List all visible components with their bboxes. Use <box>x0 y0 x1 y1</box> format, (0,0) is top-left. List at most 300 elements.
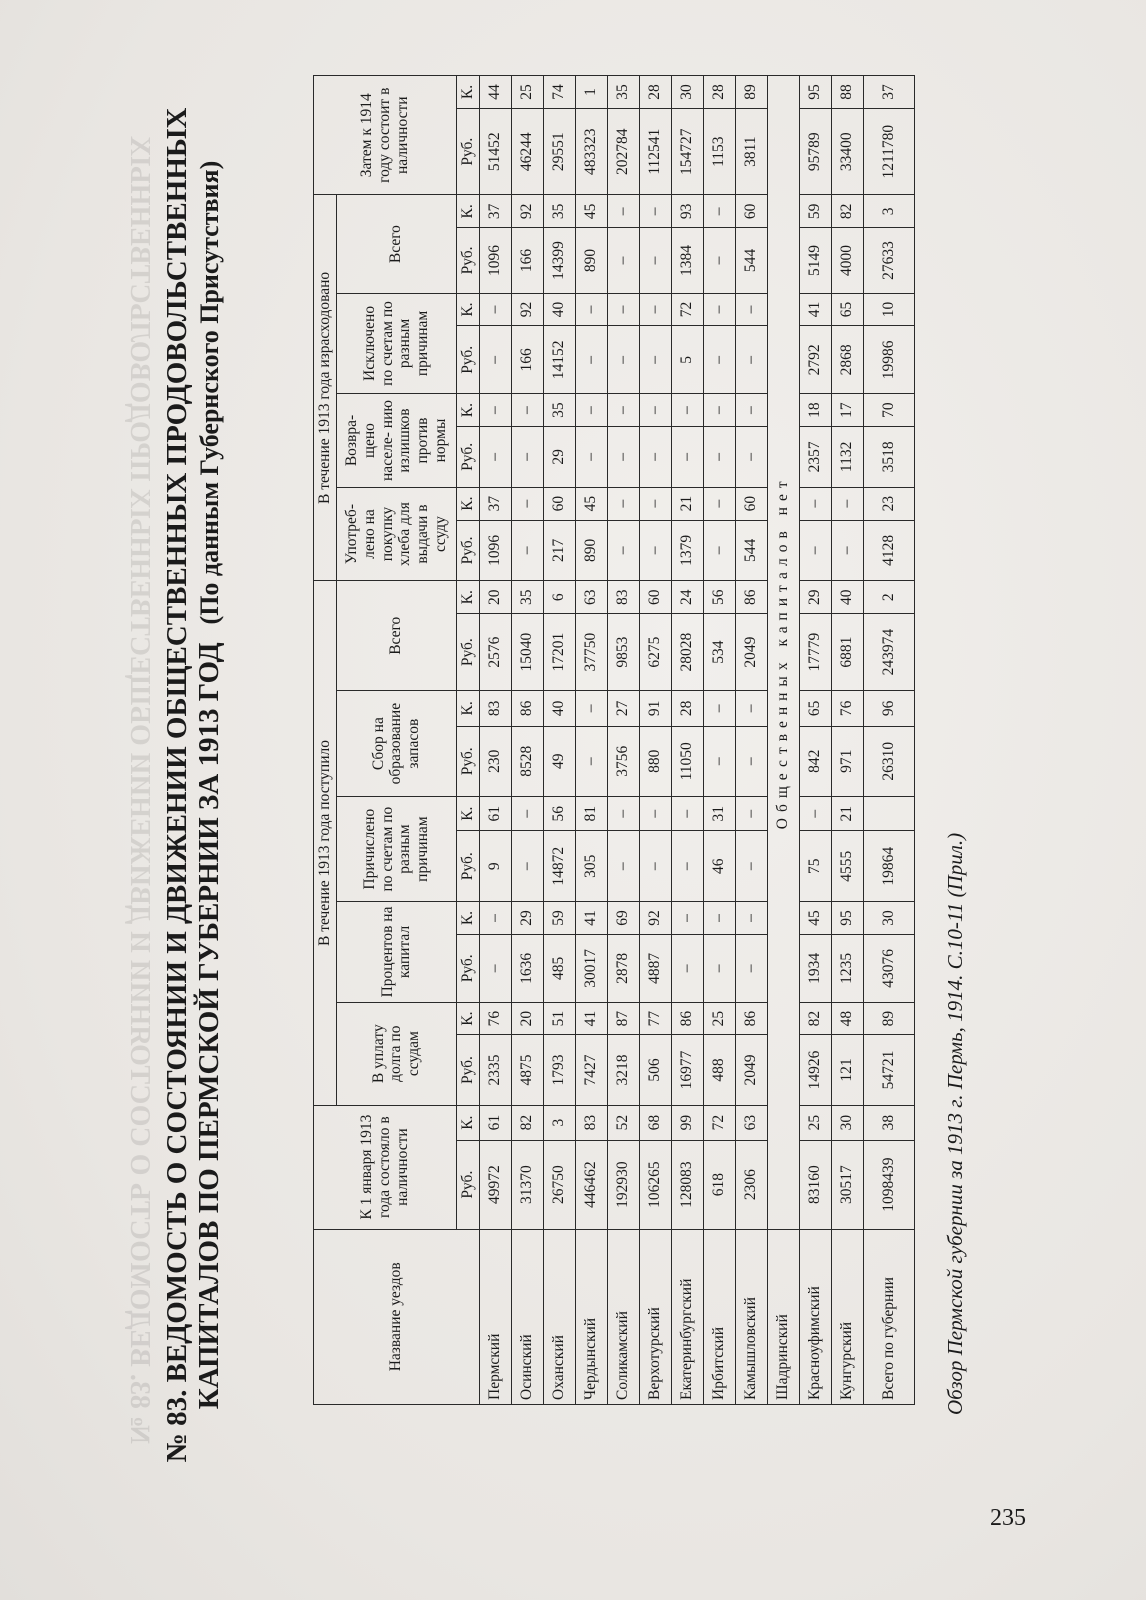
cell-rub: 2049 <box>735 614 767 691</box>
cell-rub: – <box>607 426 639 487</box>
cell-kop: 86 <box>671 1002 703 1035</box>
cell-rub: 9 <box>479 831 511 902</box>
cell-rub: 14872 <box>543 831 575 902</box>
cell-rub: 33400 <box>831 108 863 195</box>
table-row <box>575 76 607 1405</box>
cell-rub: 14926 <box>799 1035 831 1105</box>
district-name: Всего по губернии <box>863 1229 914 1404</box>
cell-kop: – <box>607 394 639 427</box>
cell-kop: 40 <box>831 581 863 614</box>
cell-rub: 49972 <box>479 1140 511 1229</box>
cell-kop: – <box>575 394 607 427</box>
district-name: Шадринский <box>767 1229 799 1404</box>
cell-kop: 20 <box>511 1002 543 1035</box>
header-end: Затем к 1914 году состоит в наличности <box>314 76 457 195</box>
cell-kop: 29 <box>799 581 831 614</box>
cell-kop: 61 <box>479 797 511 831</box>
cell-rub: 8528 <box>511 726 543 797</box>
cell-kop: 45 <box>799 902 831 935</box>
cell-kop: – <box>703 902 735 935</box>
cell-kop: – <box>639 394 671 427</box>
cell-kop: 86 <box>735 1002 767 1035</box>
cell-rub: 43076 <box>863 934 914 1002</box>
header-collect: Сбор на образование запасов <box>336 691 456 797</box>
cell-kop: 37 <box>479 195 511 228</box>
cell-rub: – <box>703 326 735 394</box>
cell-rub: 14152 <box>543 326 575 394</box>
cell-kop: 21 <box>671 487 703 520</box>
cell-rub: – <box>735 934 767 1002</box>
cell-kop: 96 <box>863 691 914 726</box>
header-total-in: Всего <box>336 581 456 691</box>
cell-kop: – <box>703 195 735 228</box>
title-line-2: КАПИТАЛОВ ПО ПЕРМСКОЙ ГУБЕРНИИ ЗА 1913 ГОД <box>193 642 226 1410</box>
cell-rub: 30017 <box>575 934 607 1002</box>
cell-kop: 77 <box>639 1002 671 1035</box>
cell-rub: 121 <box>831 1035 863 1105</box>
cell-kop: 92 <box>511 293 543 326</box>
cell-kop: 38 <box>863 1105 914 1140</box>
cell-kop: 41 <box>575 902 607 935</box>
cell-rub: 544 <box>735 520 767 581</box>
header-repay: В уплату долга по ссудам <box>336 1002 456 1105</box>
cell-kop: 30 <box>831 1105 863 1140</box>
rotated-sheet <box>73 45 1073 1535</box>
unit-rub: Руб. <box>456 934 479 1002</box>
unit-rub: Руб. <box>456 614 479 691</box>
cell-rub: 2792 <box>799 326 831 394</box>
cell-rub: 54721 <box>863 1035 914 1105</box>
cell-rub: 4555 <box>831 831 863 902</box>
cell-rub: 1132 <box>831 426 863 487</box>
cell-rub: – <box>639 831 671 902</box>
cell-rub: – <box>575 726 607 797</box>
cell-kop: 40 <box>543 691 575 726</box>
table-row <box>767 76 799 1405</box>
cell-rub: – <box>607 831 639 902</box>
cell-rub: 483323 <box>575 108 607 195</box>
cell-rub: 19986 <box>863 326 914 394</box>
cell-rub: – <box>735 426 767 487</box>
cell-kop: 35 <box>607 76 639 109</box>
cell-rub: 217 <box>543 520 575 581</box>
capital-table-wrapper <box>313 75 915 1405</box>
cell-rub: 49 <box>543 726 575 797</box>
unit-rub: Руб. <box>456 108 479 195</box>
cell-kop: 30 <box>671 76 703 109</box>
cell-kop: 76 <box>831 691 863 726</box>
cell-rub: – <box>703 520 735 581</box>
cell-kop: 25 <box>703 1002 735 1035</box>
cell-kop: – <box>639 487 671 520</box>
cell-kop: 74 <box>543 76 575 109</box>
table-row <box>863 76 914 1405</box>
cell-rub: 880 <box>639 726 671 797</box>
cell-rub: – <box>735 326 767 394</box>
cell-kop: – <box>703 293 735 326</box>
cell-rub: 6881 <box>831 614 863 691</box>
cell-rub: – <box>479 934 511 1002</box>
table-row <box>831 76 863 1405</box>
cell-kop: 60 <box>543 487 575 520</box>
cell-kop: 65 <box>831 293 863 326</box>
cell-kop: 56 <box>703 581 735 614</box>
header-start: К 1 января 1913 года состояло в наличности <box>314 1105 457 1229</box>
cell-rub: 26750 <box>543 1140 575 1229</box>
cell-kop: – <box>607 195 639 228</box>
unit-kop: К. <box>456 1105 479 1140</box>
cell-rub: 243974 <box>863 614 914 691</box>
cell-rub: 15040 <box>511 614 543 691</box>
cell-kop: 3 <box>543 1105 575 1140</box>
cell-kop: 63 <box>735 1105 767 1140</box>
page-number: 235 <box>990 1505 1026 1531</box>
cell-rub: 534 <box>703 614 735 691</box>
cell-rub: 2357 <box>799 426 831 487</box>
cell-rub: – <box>799 520 831 581</box>
cell-kop: 48 <box>831 1002 863 1035</box>
cell-rub: – <box>703 726 735 797</box>
cell-rub: 544 <box>735 228 767 293</box>
cell-rub: 971 <box>831 726 863 797</box>
cell-kop: 6 <box>543 581 575 614</box>
cell-kop: – <box>639 293 671 326</box>
cell-rub: – <box>511 426 543 487</box>
cell-kop: 69 <box>607 902 639 935</box>
cell-rub: – <box>511 831 543 902</box>
title-suffix: (По данным Губернского Присутствия) <box>195 160 225 625</box>
cell-rub: – <box>735 726 767 797</box>
unit-kop: К. <box>456 691 479 726</box>
cell-kop: 20 <box>479 581 511 614</box>
table-row <box>671 76 703 1405</box>
unit-kop: К. <box>456 195 479 228</box>
district-name: Верхотурский <box>639 1229 671 1404</box>
cell-kop: 21 <box>831 797 863 831</box>
district-name: Пермский <box>479 1229 511 1404</box>
district-name: Чердынский <box>575 1229 607 1404</box>
cell-kop: 59 <box>799 195 831 228</box>
cell-rub: 28028 <box>671 614 703 691</box>
header-group-spent: В течение 1913 года израсходовано <box>314 195 337 581</box>
cell-rub: 1636 <box>511 934 543 1002</box>
header-used: Употреб- лено на покупку хлеба для выдачи в ссуду <box>336 487 456 581</box>
district-name: Ирбитский <box>703 1229 735 1404</box>
cell-rub: 29 <box>543 426 575 487</box>
table-row <box>543 76 575 1405</box>
cell-kop: 37 <box>479 487 511 520</box>
cell-kop: 35 <box>511 581 543 614</box>
cell-kop: 86 <box>735 581 767 614</box>
cell-kop: – <box>703 394 735 427</box>
cell-rub: – <box>703 934 735 1002</box>
table-row <box>735 76 767 1405</box>
table-row <box>639 76 671 1405</box>
cell-rub: – <box>703 228 735 293</box>
cell-kop: – <box>639 797 671 831</box>
header-interest: Процентов на капитал <box>336 902 456 1003</box>
unit-rub: Руб. <box>456 326 479 394</box>
unit-kop: К. <box>456 1002 479 1035</box>
cell-rub: 1096 <box>479 228 511 293</box>
cell-kop: 95 <box>831 902 863 935</box>
cell-rub: 166 <box>511 326 543 394</box>
cell-kop: – <box>671 797 703 831</box>
cell-rub: – <box>735 831 767 902</box>
cell-kop: – <box>479 394 511 427</box>
cell-rub: – <box>479 426 511 487</box>
cell-rub: – <box>671 934 703 1002</box>
cell-rub: 1235 <box>831 934 863 1002</box>
cell-kop: – <box>799 797 831 831</box>
cell-kop: 28 <box>671 691 703 726</box>
cell-kop: 35 <box>543 394 575 427</box>
unit-rub: Руб. <box>456 1140 479 1229</box>
cell-rub: 75 <box>799 831 831 902</box>
cell-kop: 65 <box>799 691 831 726</box>
cell-kop: 29 <box>511 902 543 935</box>
cell-kop: 27 <box>607 691 639 726</box>
header-excluded: Исключено по счетам по разным причинам <box>336 293 456 394</box>
cell-kop: 82 <box>511 1105 543 1140</box>
cell-rub: 4000 <box>831 228 863 293</box>
cell-rub: 83160 <box>799 1140 831 1229</box>
cell-rub: 9853 <box>607 614 639 691</box>
cell-rub: – <box>607 228 639 293</box>
table-body <box>479 76 914 1405</box>
cell-rub: 95789 <box>799 108 831 195</box>
cell-rub: 2049 <box>735 1035 767 1105</box>
cell-kop <box>863 797 914 831</box>
cell-kop: – <box>735 691 767 726</box>
cell-kop: – <box>575 691 607 726</box>
cell-rub: 166 <box>511 228 543 293</box>
cell-rub: 3756 <box>607 726 639 797</box>
cell-kop: 1 <box>575 76 607 109</box>
cell-kop: 86 <box>511 691 543 726</box>
cell-rub: – <box>607 520 639 581</box>
cell-kop: 41 <box>799 293 831 326</box>
cell-rub: 106265 <box>639 1140 671 1229</box>
cell-rub: 2868 <box>831 326 863 394</box>
unit-rub: Руб. <box>456 831 479 902</box>
unit-rub: Руб. <box>456 726 479 797</box>
cell-rub: 19864 <box>863 831 914 902</box>
unit-rub: Руб. <box>456 228 479 293</box>
cell-rub: – <box>831 520 863 581</box>
cell-kop: 82 <box>831 195 863 228</box>
cell-kop: – <box>607 487 639 520</box>
cell-kop: – <box>607 293 639 326</box>
cell-kop: 82 <box>799 1002 831 1035</box>
cell-rub: 1098439 <box>863 1140 914 1229</box>
unit-kop: К. <box>456 581 479 614</box>
cell-kop: 92 <box>511 195 543 228</box>
cell-rub: 37750 <box>575 614 607 691</box>
bleed-through-title <box>123 65 155 1515</box>
header-name-col: Название уездов <box>314 1229 480 1404</box>
cell-kop: 35 <box>543 195 575 228</box>
cell-rub: 2335 <box>479 1035 511 1105</box>
cell-rub: 2576 <box>479 614 511 691</box>
cell-rub: 506 <box>639 1035 671 1105</box>
cell-rub: – <box>703 426 735 487</box>
cell-rub: – <box>639 326 671 394</box>
cell-rub: 17779 <box>799 614 831 691</box>
no-capital-note: Общественных капиталов нет <box>767 76 799 1230</box>
cell-kop: 81 <box>575 797 607 831</box>
table-row <box>511 76 543 1405</box>
cell-rub: 128083 <box>671 1140 703 1229</box>
unit-kop: К. <box>456 487 479 520</box>
district-name: Осинский <box>511 1229 543 1404</box>
cell-rub: 46244 <box>511 108 543 195</box>
cell-rub: 4875 <box>511 1035 543 1105</box>
district-name: Кунгурский <box>831 1229 863 1404</box>
cell-rub: 1153 <box>703 108 735 195</box>
header-group-row <box>314 76 337 1405</box>
cell-kop: – <box>479 902 511 935</box>
cell-kop: 41 <box>575 1002 607 1035</box>
cell-rub: 17201 <box>543 614 575 691</box>
cell-kop: 30 <box>863 902 914 935</box>
district-name: Камышловский <box>735 1229 767 1404</box>
cell-rub: 1384 <box>671 228 703 293</box>
cell-kop: – <box>607 797 639 831</box>
title-line-1: № 83. ВЕДОМОСТЬ О СОСТОЯНИИ И ДВИЖЕНИИ ОБЩЕСТВЕННЫХ ПРОДОВОЛЬСТВЕННЫХ <box>161 107 193 1463</box>
cell-kop: 28 <box>639 76 671 109</box>
cell-kop: 37 <box>863 76 914 109</box>
cell-kop: 99 <box>671 1105 703 1140</box>
cell-rub: 305 <box>575 831 607 902</box>
cell-kop: 24 <box>671 581 703 614</box>
unit-kop: К. <box>456 902 479 935</box>
district-name: Екатеринбургский <box>671 1229 703 1404</box>
cell-kop: – <box>511 394 543 427</box>
cell-kop: 83 <box>479 691 511 726</box>
cell-kop: 89 <box>863 1002 914 1035</box>
cell-rub: – <box>479 326 511 394</box>
cell-rub: 842 <box>799 726 831 797</box>
cell-kop: – <box>735 394 767 427</box>
cell-kop: 44 <box>479 76 511 109</box>
cell-rub: 1934 <box>799 934 831 1002</box>
cell-rub: 29551 <box>543 108 575 195</box>
cell-rub: – <box>671 831 703 902</box>
unit-kop: К. <box>456 76 479 109</box>
cell-rub: 1211780 <box>863 108 914 195</box>
unit-kop: К. <box>456 394 479 427</box>
cell-kop: 76 <box>479 1002 511 1035</box>
cell-kop: 3 <box>863 195 914 228</box>
cell-kop: 23 <box>863 487 914 520</box>
cell-rub: – <box>511 520 543 581</box>
header-unit-row <box>456 76 479 1405</box>
cell-rub: 7427 <box>575 1035 607 1105</box>
document-title <box>161 75 226 1495</box>
cell-rub: 3218 <box>607 1035 639 1105</box>
cell-rub: 112541 <box>639 108 671 195</box>
cell-rub: 485 <box>543 934 575 1002</box>
cell-kop: 88 <box>831 76 863 109</box>
cell-rub: 46 <box>703 831 735 902</box>
district-name: Оханский <box>543 1229 575 1404</box>
cell-kop: 87 <box>607 1002 639 1035</box>
cell-kop: 31 <box>703 797 735 831</box>
unit-kop: К. <box>456 293 479 326</box>
cell-kop: 2 <box>863 581 914 614</box>
cell-kop: 17 <box>831 394 863 427</box>
cell-rub: – <box>575 426 607 487</box>
cell-kop: 10 <box>863 293 914 326</box>
unit-kop: К. <box>456 797 479 831</box>
unit-rub: Руб. <box>456 1035 479 1105</box>
district-name: Соликамский <box>607 1229 639 1404</box>
cell-kop: 60 <box>735 195 767 228</box>
table-row <box>479 76 511 1405</box>
source-citation: Обзор Пермской губернии за 1913 г. Пермь, 1914. С.10-11 (Прил.) <box>943 832 967 1415</box>
cell-kop: – <box>479 293 511 326</box>
cell-kop: 51 <box>543 1002 575 1035</box>
header-total-out: Всего <box>336 195 456 293</box>
cell-rub: 51452 <box>479 108 511 195</box>
cell-rub: – <box>639 520 671 581</box>
cell-kop: 63 <box>575 581 607 614</box>
cell-rub: – <box>639 426 671 487</box>
cell-kop: – <box>831 487 863 520</box>
cell-kop: 60 <box>639 581 671 614</box>
cell-kop: – <box>511 797 543 831</box>
cell-kop: 59 <box>543 902 575 935</box>
cell-kop: 95 <box>799 76 831 109</box>
cell-kop: – <box>671 902 703 935</box>
cell-rub: 202784 <box>607 108 639 195</box>
header-returned: Возвра- щено населе- нию излишков против нормы <box>336 394 456 488</box>
cell-rub: 2306 <box>735 1140 767 1229</box>
cell-rub: 618 <box>703 1140 735 1229</box>
table-row <box>607 76 639 1405</box>
header-added: Причислено по счетам по разным причинам <box>336 797 456 902</box>
cell-kop: – <box>575 293 607 326</box>
cell-kop: 72 <box>671 293 703 326</box>
cell-rub: 26310 <box>863 726 914 797</box>
cell-rub: 446462 <box>575 1140 607 1229</box>
cell-kop: – <box>671 394 703 427</box>
cell-kop: 45 <box>575 487 607 520</box>
cell-rub: 16977 <box>671 1035 703 1105</box>
cell-rub: 5 <box>671 326 703 394</box>
cell-rub: 3518 <box>863 426 914 487</box>
cell-rub: 1379 <box>671 520 703 581</box>
cell-kop: 25 <box>799 1105 831 1140</box>
cell-kop: – <box>735 293 767 326</box>
cell-kop: 89 <box>735 76 767 109</box>
cell-rub: 890 <box>575 228 607 293</box>
cell-kop: – <box>735 902 767 935</box>
cell-rub: 31370 <box>511 1140 543 1229</box>
district-name: Красноуфимский <box>799 1229 831 1404</box>
unit-rub: Руб. <box>456 426 479 487</box>
cell-kop: 68 <box>639 1105 671 1140</box>
cell-kop: 40 <box>543 293 575 326</box>
cell-kop: 18 <box>799 394 831 427</box>
cell-kop: – <box>735 797 767 831</box>
cell-kop: – <box>639 195 671 228</box>
capital-table <box>313 75 915 1405</box>
cell-rub: 192930 <box>607 1140 639 1229</box>
cell-kop: 56 <box>543 797 575 831</box>
cell-rub: – <box>671 426 703 487</box>
